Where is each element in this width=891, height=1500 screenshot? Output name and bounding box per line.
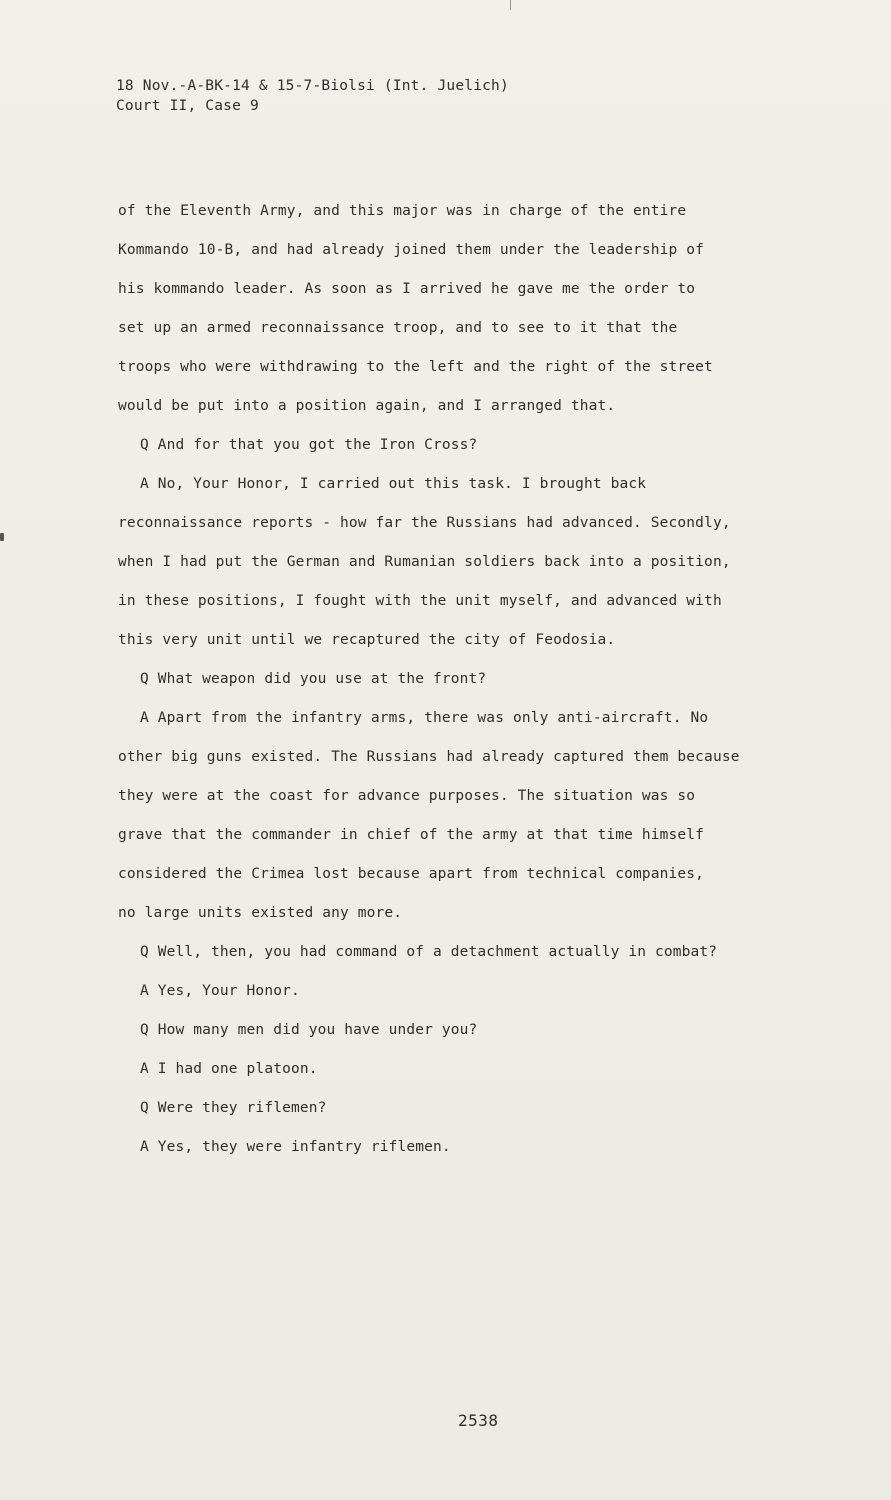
transcript-line: reconnaissance reports - how far the Russians had advanced. Secondly, xyxy=(118,515,731,531)
scan-mark xyxy=(510,0,511,10)
transcript-line: Q What weapon did you use at the front? xyxy=(140,671,487,687)
transcript-line: his kommando leader. As soon as I arrived he gave me the order to xyxy=(118,281,696,297)
transcript-line: troops who were withdrawing to the left and the right of the street xyxy=(118,359,713,375)
transcript-line: Q And for that you got the Iron Cross? xyxy=(140,437,478,453)
transcript-line: of the Eleventh Army, and this major was in charge of the entire xyxy=(118,203,687,219)
transcript-line: A Yes, they were infantry riflemen. xyxy=(140,1139,451,1155)
transcript-body xyxy=(118,192,818,1167)
transcript-line: other big guns existed. The Russians had already captured them because xyxy=(118,749,740,765)
transcript-line: no large units existed any more. xyxy=(118,905,403,921)
transcript-line: grave that the commander in chief of the army at that time himself xyxy=(118,827,705,843)
transcript-line: Kommando 10-B, and had already joined them under the leadership of xyxy=(118,242,705,258)
transcript-line: A No, Your Honor, I carried out this task. I brought back xyxy=(140,476,647,492)
document-header xyxy=(116,76,509,116)
transcript-line: considered the Crimea lost because apart from technical companies, xyxy=(118,866,705,882)
margin-mark xyxy=(0,533,4,541)
transcript-line: when I had put the German and Rumanian soldiers back into a position, xyxy=(118,554,731,570)
transcript-line: Q Were they riflemen? xyxy=(140,1100,327,1116)
transcript-line: Q Well, then, you had command of a detachment actually in combat? xyxy=(140,944,718,960)
transcript-line: A Apart from the infantry arms, there was only anti-aircraft. No xyxy=(140,710,709,726)
transcript-line: in these positions, I fought with the unit myself, and advanced with xyxy=(118,593,722,609)
transcript-line: set up an armed reconnaissance troop, and to see to it that the xyxy=(118,320,678,336)
transcript-line: would be put into a position again, and I arranged that. xyxy=(118,398,616,414)
transcript-line: A Yes, Your Honor. xyxy=(140,983,300,999)
header-case-reference: 18 Nov.-A-BK-14 & 15-7-Biolsi (Int. Juelich) xyxy=(116,78,509,94)
page-number: 2538 xyxy=(458,1411,499,1430)
transcript-line: this very unit until we recaptured the city of Feodosia. xyxy=(118,632,616,648)
transcript-line: they were at the coast for advance purposes. The situation was so xyxy=(118,788,696,804)
transcript-line: A I had one platoon. xyxy=(140,1061,318,1077)
header-court-case: Court II, Case 9 xyxy=(116,98,259,114)
transcript-line: Q How many men did you have under you? xyxy=(140,1022,478,1038)
